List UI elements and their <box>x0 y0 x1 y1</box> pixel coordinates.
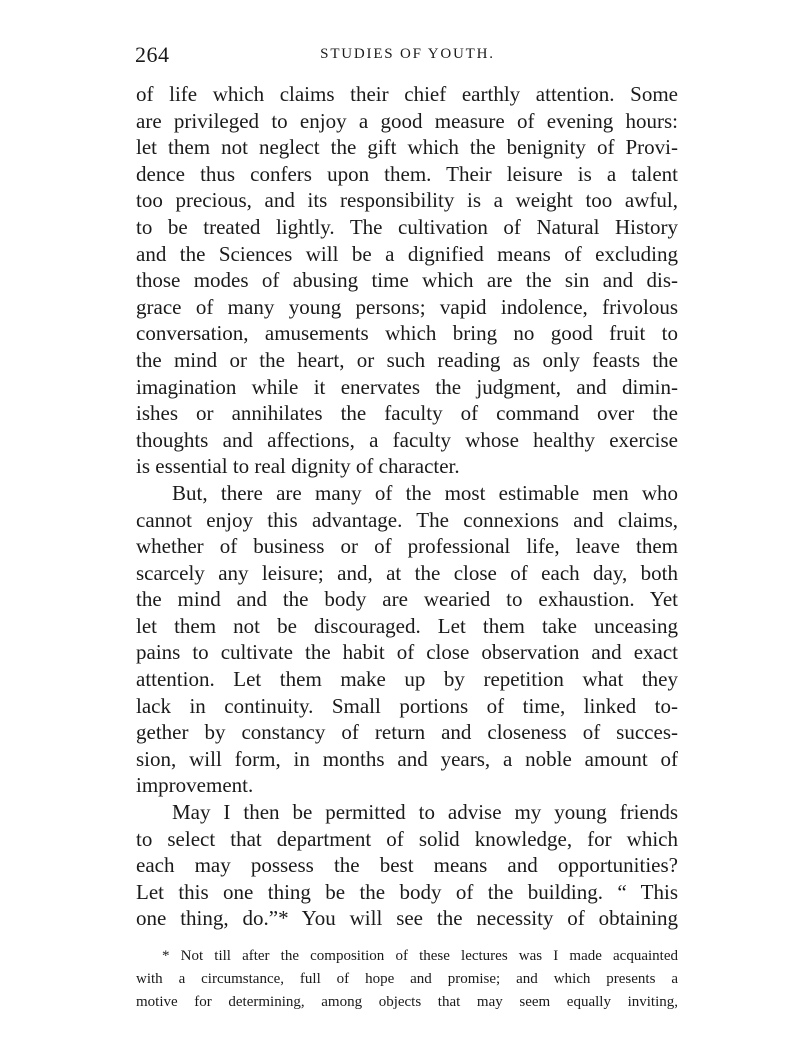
body-text <box>136 81 678 932</box>
text-line: lack in continuity. Small portions of time, linked to- <box>136 693 678 718</box>
text-line: each may possess the best means and opportunities? <box>136 853 678 878</box>
text-line: and the Sciences will be a dignified means of excluding <box>136 241 678 266</box>
footnote <box>136 945 678 1014</box>
text-line: dence thus confers upon them. Their leisure is a talent <box>136 161 678 186</box>
footnote-line: with a circumstance, full of hope and promise; and which presents a <box>136 971 678 987</box>
running-head <box>135 42 680 72</box>
text-line: let them not be discouraged. Let them take unceasing <box>136 613 678 638</box>
text-line: grace of many young persons; vapid indolence, frivolous <box>136 294 678 319</box>
text-line: Let this one thing be the body of the building. “ This <box>136 879 678 904</box>
text-line: of life which claims their chief earthly attention. Some <box>136 82 678 106</box>
page-number: 264 <box>135 42 170 67</box>
text-line: to select that department of solid knowledge, for which <box>136 826 678 851</box>
text-line: sion, will form, in months and years, a noble amount of <box>136 746 678 771</box>
text-line: gether by constancy of return and closeness of succes- <box>136 720 678 745</box>
text-line: one thing, do.”* You will see the necessity of obtaining <box>136 906 678 931</box>
text-line: scarcely any leisure; and, at the close of each day, both <box>136 560 678 585</box>
text-line: cannot enjoy this advantage. The connexions and claims, <box>136 507 678 532</box>
text-line: too precious, and its responsibility is a weight too awful, <box>136 188 678 213</box>
text-line: ishes or annihilates the faculty of command over the <box>136 401 678 426</box>
text-line: attention. Let them make up by repetition what they <box>136 667 678 692</box>
footnote-line: motive for determining, among objects that may seem equally inviting, <box>136 994 678 1010</box>
text-line: May I then be permitted to advise my young friends <box>172 800 678 825</box>
text-line: imagination while it enervates the judgment, and dimin- <box>136 374 678 399</box>
text-line: are privileged to enjoy a good measure of evening hours: <box>136 108 678 133</box>
text-line: thoughts and affections, a faculty whose healthy exercise <box>136 427 678 452</box>
text-line: conversation, amusements which bring no good fruit to <box>136 321 678 346</box>
running-title: STUDIES OF YOUTH. <box>320 46 495 62</box>
text-line: whether of business or of professional life, leave them <box>136 534 678 559</box>
footnote-line: * Not till after the composition of these lectures was I made acquainted <box>162 948 678 964</box>
text-line: improvement. <box>136 773 254 798</box>
text-line: those modes of abusing time which are the sin and dis- <box>136 268 678 293</box>
text-line: the mind and the body are wearied to exhaustion. Yet <box>136 587 678 612</box>
text-line: to be treated lightly. The cultivation of Natural History <box>136 214 678 239</box>
text-line: let them not neglect the gift which the benignity of Provi- <box>136 135 678 160</box>
text-line: is essential to real dignity of character. <box>136 454 460 479</box>
text-line: pains to cultivate the habit of close observation and exact <box>136 640 678 665</box>
text-line: But, there are many of the most estimable men who <box>172 480 678 505</box>
text-line: the mind or the heart, or such reading as only feasts the <box>136 347 678 372</box>
